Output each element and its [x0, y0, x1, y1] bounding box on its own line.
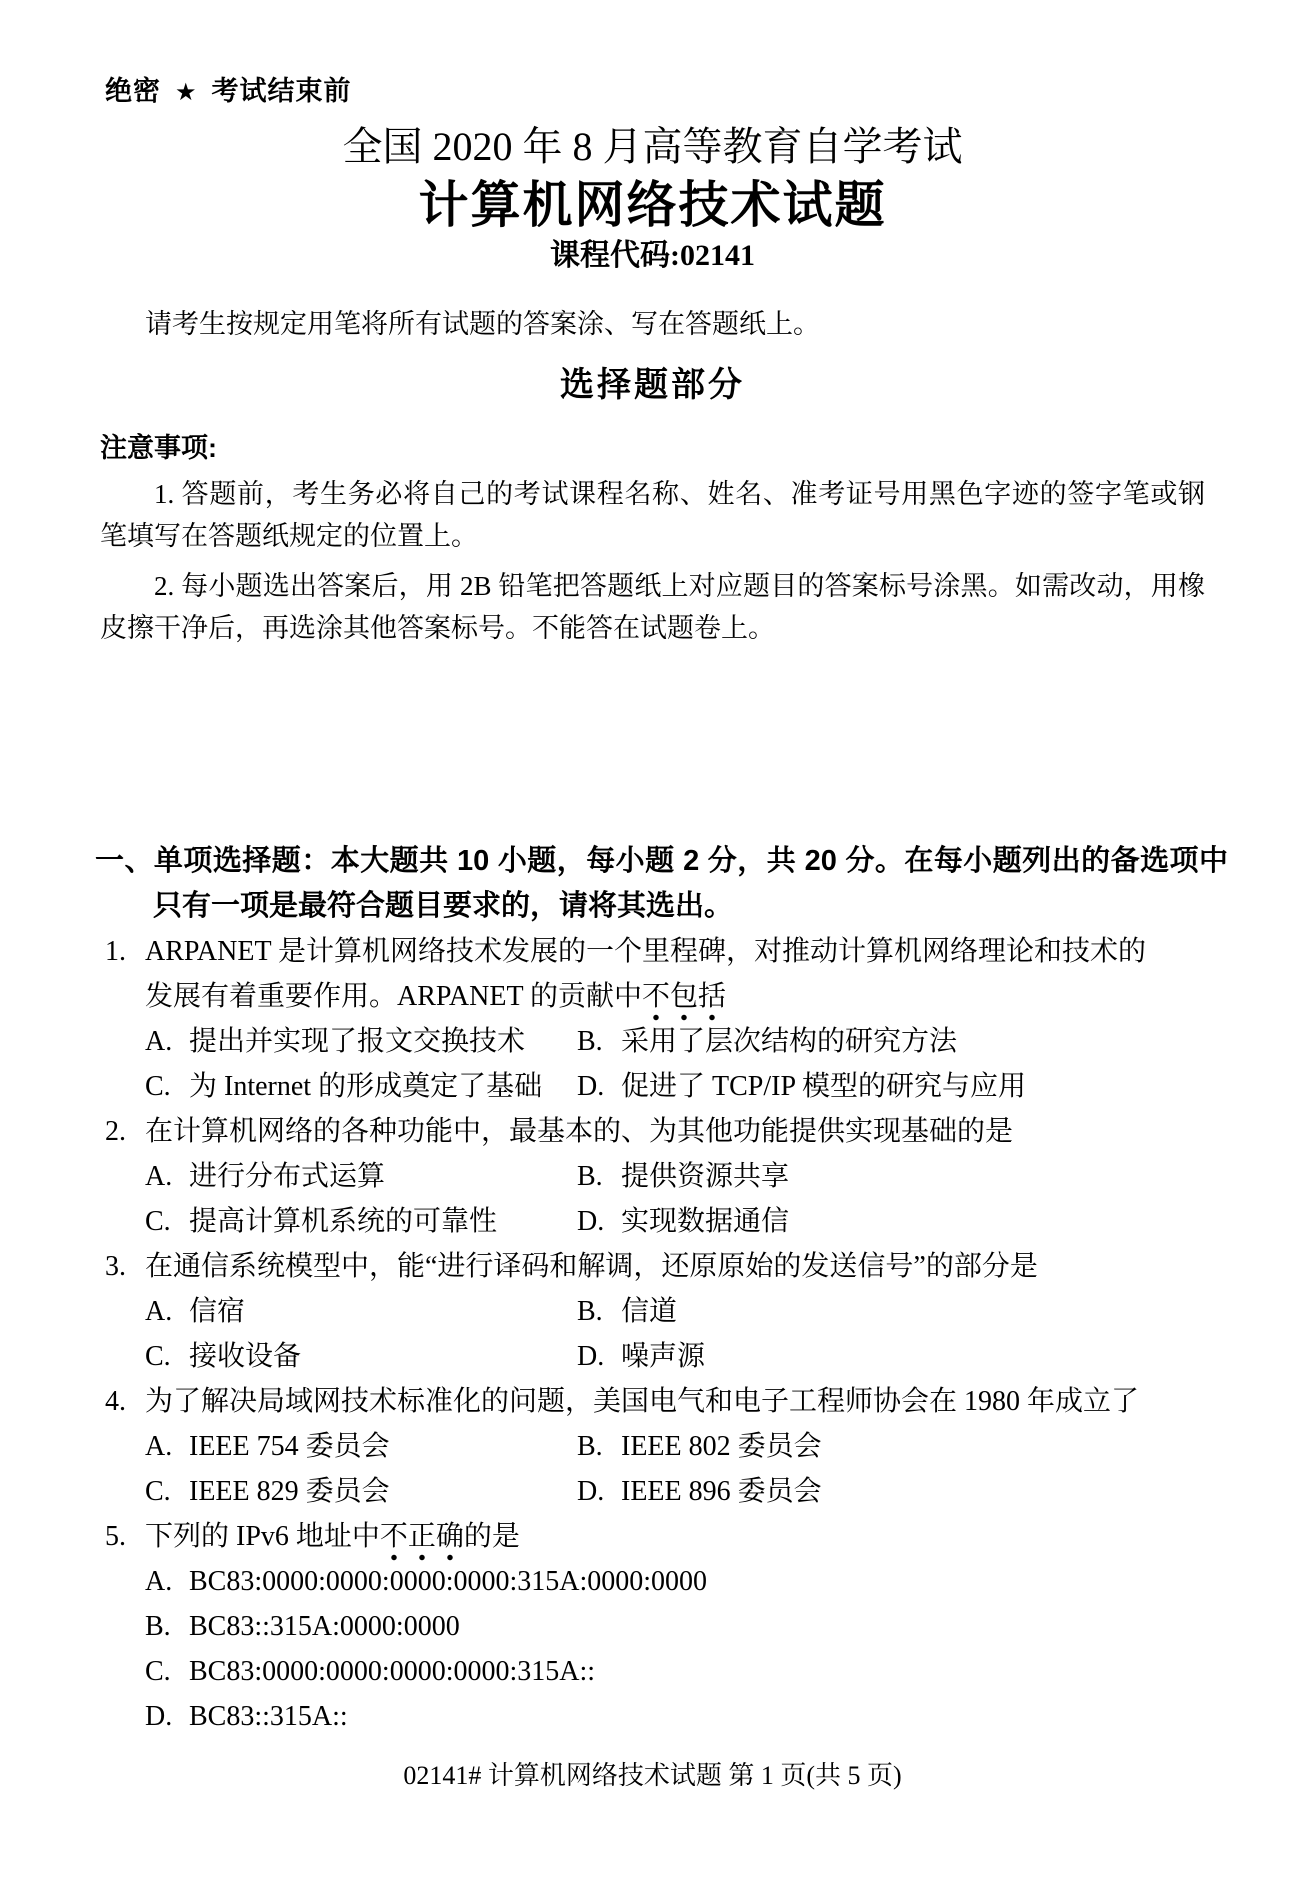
option-a-label: A.	[145, 1026, 173, 1057]
question-5-option-d	[145, 1694, 1205, 1739]
option-a-label: A.	[145, 1566, 173, 1597]
page-footer: 02141# 计算机网络技术试题 第 1 页(共 5 页)	[403, 1761, 902, 1790]
option-b-label: B.	[577, 1026, 603, 1057]
question-2-stem	[145, 1109, 1205, 1154]
question-3	[105, 1244, 1205, 1379]
option-d-label: D.	[577, 1476, 605, 1507]
question-3-options-row2	[145, 1334, 1205, 1379]
question-1-options-row1	[145, 1019, 1205, 1064]
option-a-text: 信宿	[189, 1296, 246, 1327]
question-2-stem-text: 在计算机网络的各种功能中，最基本的、为其他功能提供实现基础的是	[145, 1116, 1014, 1147]
question-1-stem-text2: 发展有着重要作用。ARPANET 的贡献中	[145, 981, 643, 1012]
note-item-2: 2. 每小题选出答案后，用 2B 铅笔把答题纸上对应题目的答案标号涂黑。如需改动，用橡皮擦干净后，再选涂其他答案标号。不能答在试题卷上。	[100, 571, 1205, 643]
option-c-label: C.	[145, 1656, 171, 1687]
question-5-stem-pre: 下列的 IPv6 地址中	[145, 1521, 380, 1552]
option-a-text: BC83:0000:0000:0000:0000:315A:0000:0000	[189, 1566, 708, 1597]
option-b-text: 信道	[621, 1296, 678, 1327]
question-2-option-c	[145, 1199, 570, 1244]
question-3-stem-text: 在通信系统模型中，能“进行译码和解调，还原原始的发送信号”的部分是	[145, 1251, 1038, 1282]
option-d-label: D.	[577, 1341, 605, 1372]
option-d-text: 促进了 TCP/IP 模型的研究与应用	[621, 1071, 1026, 1102]
option-c-label: C.	[145, 1476, 171, 1507]
exam-title: 全国 2020 年 8 月高等教育自学考试	[342, 124, 963, 169]
question-2-number: 2.	[105, 1116, 126, 1147]
question-5-option-b	[145, 1604, 1205, 1649]
option-d-text: BC83::315A::	[189, 1701, 348, 1732]
question-5	[105, 1514, 1205, 1739]
option-a-text: 进行分布式运算	[189, 1161, 386, 1192]
question-1-stem-line2	[145, 974, 1205, 1019]
course-code: 课程代码:02141	[550, 239, 755, 272]
question-5-emphasized-text: 不正确	[380, 1521, 464, 1561]
question-1-emphasized-text: 不包括	[642, 981, 726, 1021]
question-1-stem-line1	[145, 929, 1205, 974]
option-b-label: B.	[577, 1161, 603, 1192]
question-3-option-a	[145, 1289, 570, 1334]
option-b-label: B.	[577, 1431, 603, 1462]
option-a-text: IEEE 754 委员会	[189, 1431, 390, 1462]
question-2-option-d	[577, 1206, 789, 1237]
question-2-options-row1	[145, 1154, 1205, 1199]
question-1-options-row2	[145, 1064, 1205, 1109]
option-b-text: BC83::315A:0000:0000	[189, 1611, 460, 1642]
section-one-heading: 一、单项选择题：本大题共 10 小题，每小题 2 分，共 20 分。在每小题列出的备选项中只有一项是最符合题目要求的，请将其选出。	[95, 845, 1228, 922]
option-b-text: 提供资源共享	[621, 1161, 790, 1192]
question-2-options-row2	[145, 1199, 1205, 1244]
option-b-label: B.	[577, 1296, 603, 1327]
option-c-label: C.	[145, 1341, 171, 1372]
classification-banner	[105, 75, 1305, 109]
question-1-option-d	[577, 1071, 1026, 1102]
secrecy-label: 绝密	[105, 76, 161, 106]
paper-title: 计算机网络技术试题	[418, 177, 887, 233]
question-3-stem	[145, 1244, 1205, 1289]
option-c-text: 提高计算机系统的可靠性	[189, 1206, 498, 1237]
question-list	[0, 929, 1305, 1739]
question-1-option-c	[145, 1064, 570, 1109]
option-a-label: A.	[145, 1296, 173, 1327]
question-5-stem	[145, 1514, 1205, 1559]
question-3-option-d	[577, 1341, 705, 1372]
option-d-label: D.	[577, 1071, 605, 1102]
option-d-text: 实现数据通信	[621, 1206, 790, 1237]
question-4-option-a	[145, 1424, 570, 1469]
notes-title: 注意事项:	[100, 433, 217, 463]
option-a-text: 提出并实现了报文交换技术	[189, 1026, 526, 1057]
option-d-text: IEEE 896 委员会	[621, 1476, 822, 1507]
question-3-number: 3.	[105, 1251, 126, 1282]
option-c-text: IEEE 829 委员会	[189, 1476, 390, 1507]
answer-instruction: 请考生按规定用笔将所有试题的答案涂、写在答题纸上。	[145, 309, 820, 339]
question-2-option-a	[145, 1154, 570, 1199]
option-c-text: 接收设备	[189, 1341, 302, 1372]
option-d-label: D.	[577, 1206, 605, 1237]
option-b-text: 采用了层次结构的研究方法	[621, 1026, 958, 1057]
question-5-stem-post: 的是	[463, 1521, 520, 1552]
question-1	[105, 929, 1205, 1109]
option-c-label: C.	[145, 1206, 171, 1237]
question-1-option-a	[145, 1019, 570, 1064]
question-4-number: 4.	[105, 1386, 126, 1417]
question-4-option-d	[577, 1476, 822, 1507]
question-1-number: 1.	[105, 936, 126, 967]
question-4-stem	[145, 1379, 1205, 1424]
question-4	[105, 1379, 1205, 1514]
option-b-text: IEEE 802 委员会	[621, 1431, 822, 1462]
option-d-label: D.	[145, 1701, 173, 1732]
option-b-label: B.	[145, 1611, 171, 1642]
question-1-stem-text1: ARPANET 是计算机网络技术发展的一个里程碑，对推动计算机网络理论和技术的	[145, 936, 1147, 967]
question-4-option-b	[577, 1431, 822, 1462]
question-2	[105, 1109, 1205, 1244]
question-3-options-row1	[145, 1289, 1205, 1334]
question-4-stem-text: 为了解决局域网技术标准化的问题，美国电气和电子工程师协会在 1980 年成立了	[145, 1386, 1140, 1417]
note-item-1: 1. 答题前，考生务必将自己的考试课程名称、姓名、准考证号用黑色字迹的签字笔或钢笔填写在答题纸规定的位置上。	[100, 479, 1205, 551]
question-4-options-row2	[145, 1469, 1205, 1514]
option-a-label: A.	[145, 1161, 173, 1192]
option-d-text: 噪声源	[621, 1341, 706, 1372]
option-c-text: 为 Internet 的形成奠定了基础	[189, 1071, 543, 1102]
option-c-text: BC83:0000:0000:0000:0000:315A::	[189, 1656, 596, 1687]
question-5-option-a	[145, 1559, 1205, 1604]
option-c-label: C.	[145, 1071, 171, 1102]
question-4-options-row1	[145, 1424, 1205, 1469]
question-1-option-b	[577, 1026, 957, 1057]
option-a-label: A.	[145, 1431, 173, 1462]
question-2-option-b	[577, 1161, 789, 1192]
question-3-option-b	[577, 1296, 677, 1327]
question-4-option-c	[145, 1469, 570, 1514]
question-5-option-c	[145, 1649, 1205, 1694]
question-5-number: 5.	[105, 1521, 126, 1552]
star-icon: ★	[175, 79, 198, 106]
timing-label: 考试结束前	[211, 76, 352, 106]
question-3-option-c	[145, 1334, 570, 1379]
part-title: 选择题部分	[560, 366, 745, 404]
